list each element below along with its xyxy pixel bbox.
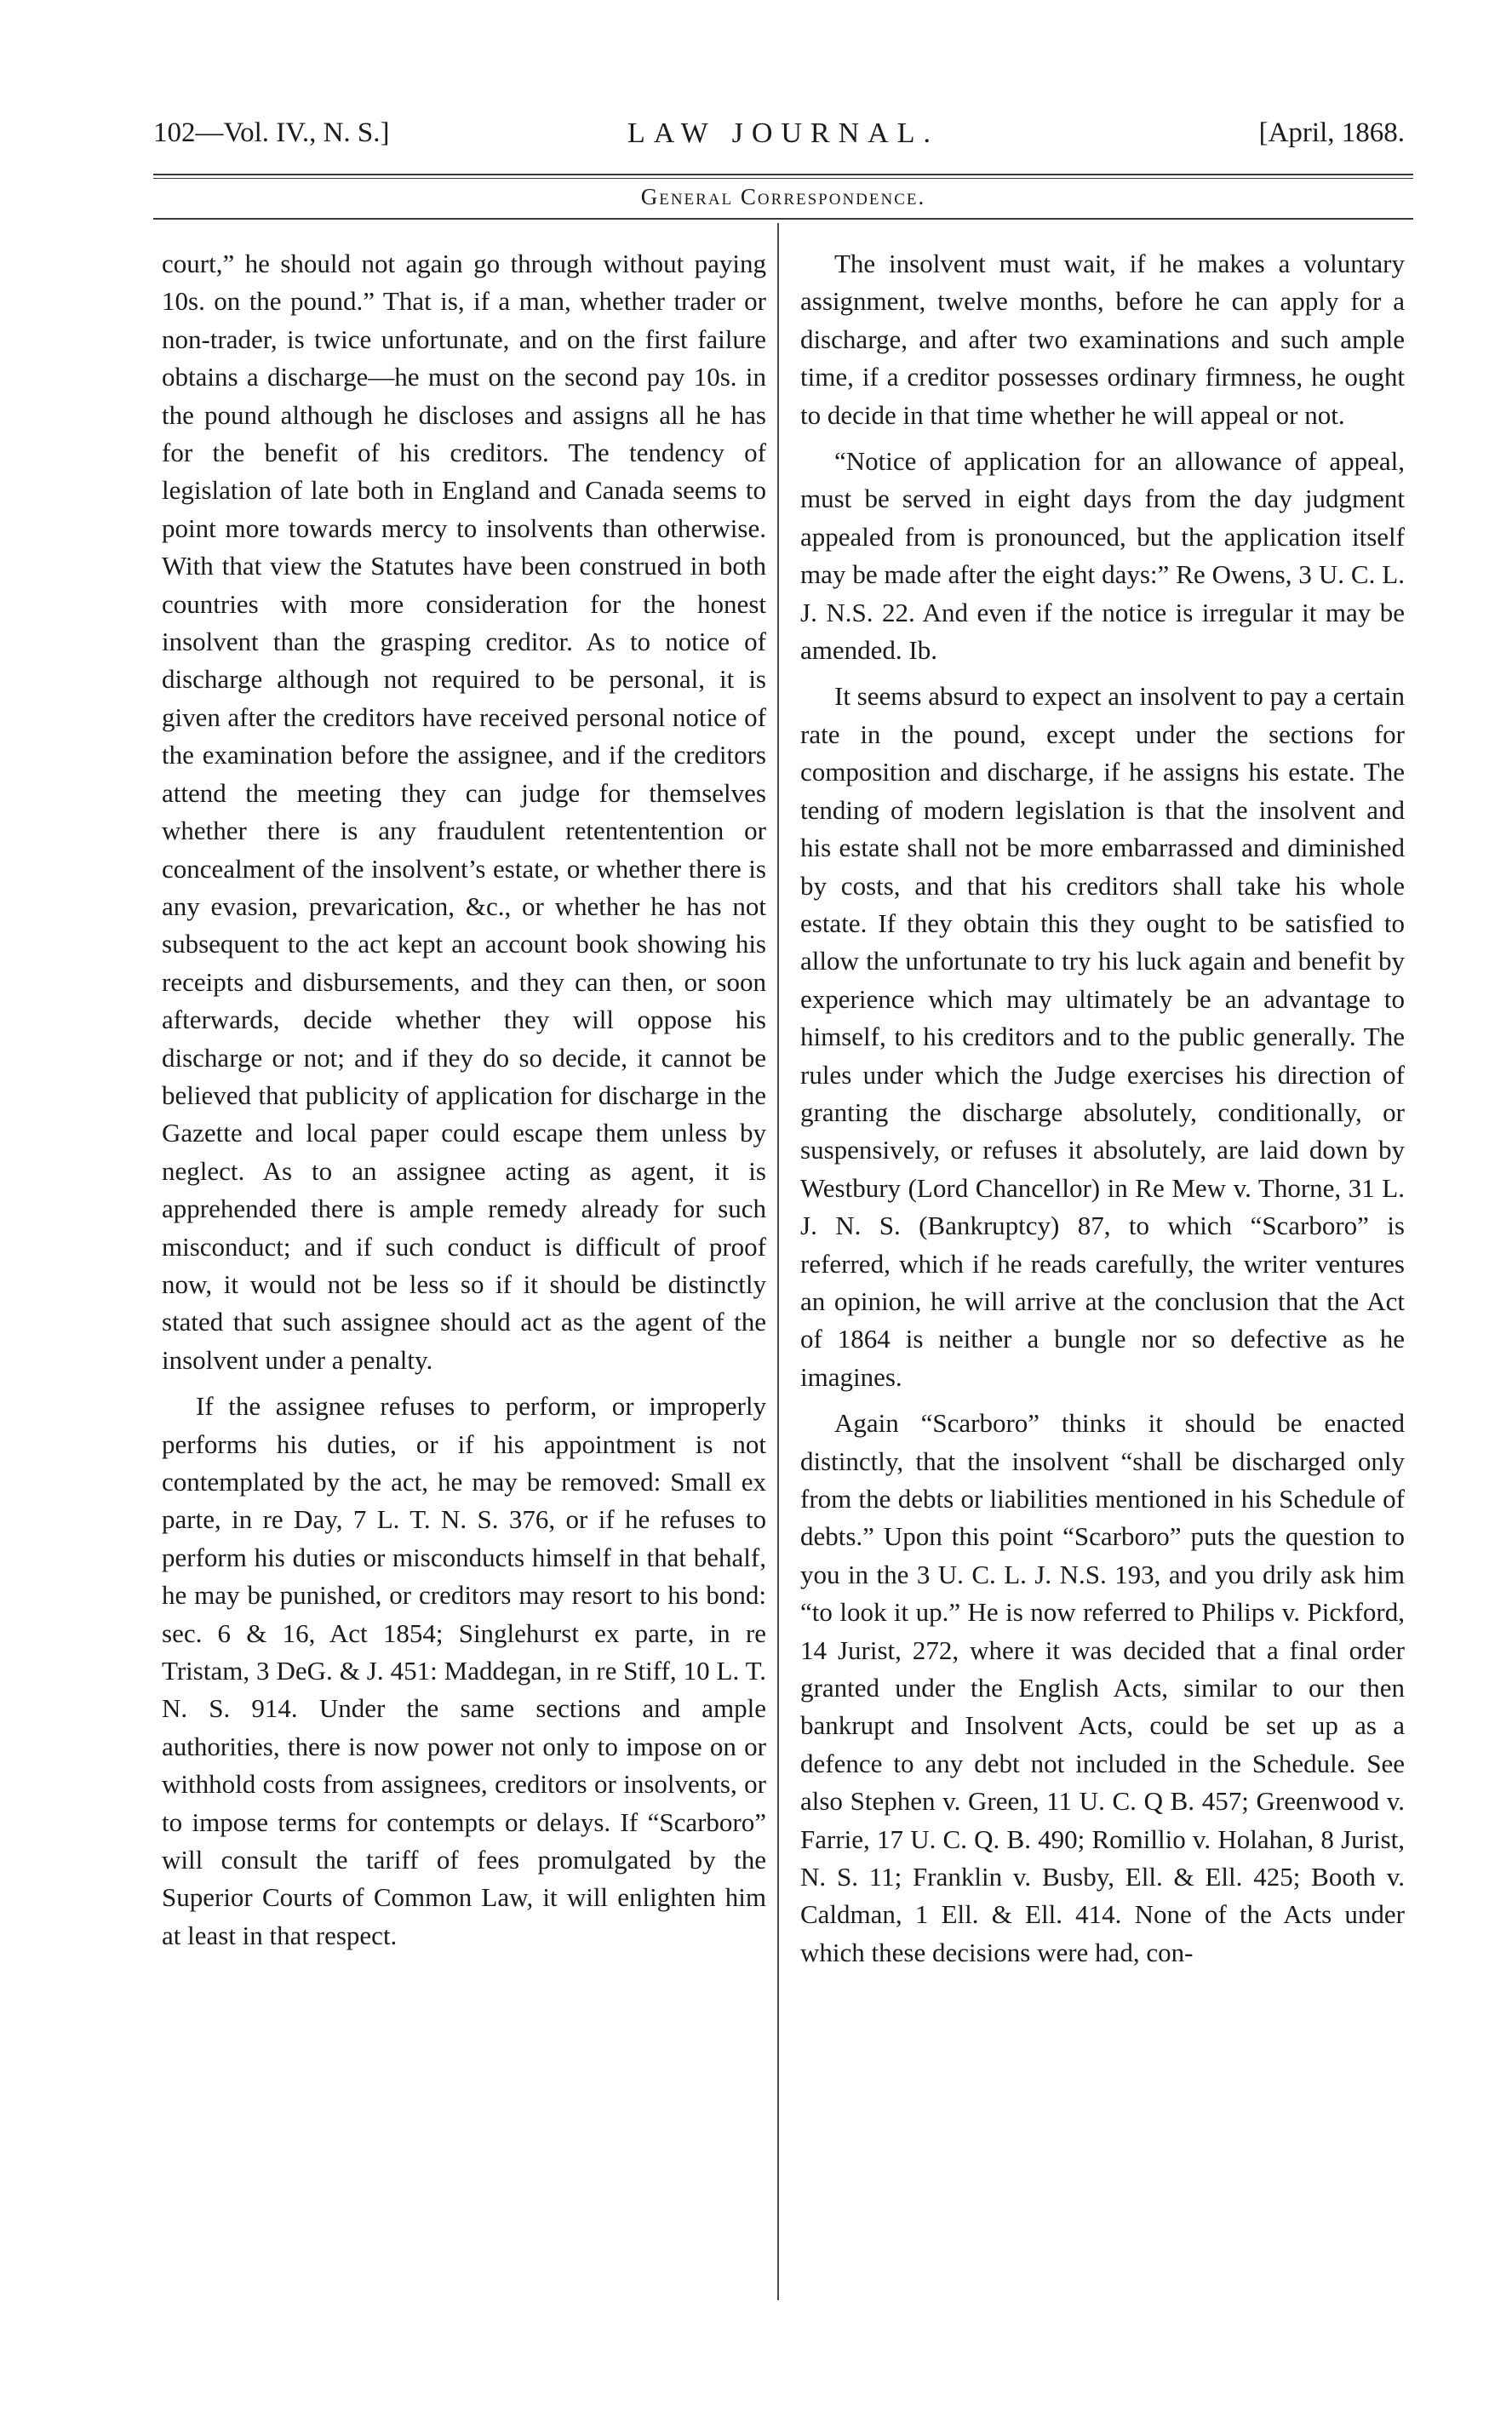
right-column (800, 245, 1405, 1972)
right-paragraph-4: Again “Scarboro” thinks it should be enacted distinctly, that the insolvent “shall be discharged only from the debts or liabilities mentioned in his Schedule of debts.” Upon this point “Scarboro” puts the question to you in the 3 U. C. L. J. N.S. 193, and you drily ask him “to look it up.” He is now referred to Philips v. Pickford, 14 Jurist, 272, where it was decided that a final order granted under the English Acts, similar to our then bankrupt and Insolvent Acts, could be set up as a defence to any debt not included in the Schedule. See also Stephen v. Green, 11 U. C. Q B. 457; Greenwood v. Farrie, 17 U. C. Q. B. 490; Romillio v. Holahan, 8 Jurist, N. S. 11; Franklin v. Busby, Ell. & Ell. 425; Booth v. Caldman, 1 Ell. & Ell. 414. None of the Acts under which these decisions were had, con- (800, 1408, 1405, 1967)
left-paragraph-1: court,” he should not again go through without paying 10s. on the pound.” That is, if a man, whether trader or non-trader, is twice unfortunate, and on the first failure obtains a discharge—he must on the second pay 10s. in the pound although he discloses and assigns all he has for the benefit of his creditors. The tendency of legislation of late both in England and Canada seems to point more towards mercy to insolvents than otherwise. With that view the Statutes have been construed in both countries with more consideration for the honest insolvent than the grasping creditor. As to notice of discharge although not required to be personal, it is given after the creditors have received personal notice of the examination before the assignee, and if the creditors attend the meeting they can judge for themselves whether there is any fraudulent retententention or concealment of the insolvent’s estate, or whether there is any evasion, prevarication, &c., or whether he has not subsequent to the act kept an account book showing his receipts and disbursements, and they can then, or soon afterwards, decide whether they will oppose his discharge or not; and if they do so decide, it cannot be believed that publicity of application for discharge in the Gazette and local paper could escape them unless by neglect. As to an assignee acting as agent, it is apprehended there is ample remedy already for such misconduct; and if such conduct is difficult of proof now, it would not be less so if it should be distinctly stated that such assignee should act as the agent of the insolvent under a penalty. (162, 249, 766, 1375)
right-paragraph-2: “Notice of application for an allowance of appeal, must be served in eight days from the day judgment appealed from is pronounced, but the application itself may be made after the eight days:” Re Owens, 3 U. C. L. J. N.S. 22. And even if the notice is irregular it may be amended. Ib. (800, 446, 1405, 666)
right-paragraph-1: The insolvent must wait, if he makes a voluntary assignment, twelve months, before he can apply for a discharge, and after two examinations and such ample time, if a creditor possesses ordinary firmness, he ought to decide in that time whether he will appeal or not. (800, 249, 1405, 430)
page-volume-info: 102—Vol. IV., N. S.] (153, 117, 390, 148)
left-paragraph-2: If the assignee refuses to perform, or improperly performs his duties, or if his appointment is not contemplated by the act, he may be removed: Small ex parte, in re Day, 7 L. T. N. S. 376, or if he refuses to perform his duties or misconducts himself in that behalf, he may be punished, or creditors may resort to his bond: sec. 6 & 16, Act 1854; Singlehurst ex parte, in re Tristam, 3 DeG. & J. 451: Maddegan, in re Stiff, 10 L. T. N. S. 914. Under the same sections and ample authorities, there is now power not only to impose on or withhold costs from assignees, creditors or insolvents, or to impose terms for contempts or delays. If “Scarboro” will consult the tariff of fees promulgated by the Superior Courts of Common Law, it will enlighten him at least in that respect. (162, 1391, 766, 1950)
header-rule-top (153, 174, 1413, 175)
right-paragraph-3: It seems absurd to expect an insolvent to pay a certain rate in the pound, except under the sections for composition and discharge, if he assigns his estate. The tending of modern legislation is that the insolvent and his estate shall not be more embarrassed and diminished by costs, and that his creditors shall take his whole estate. If they obtain this they ought to be satisfied to allow the unfortunate to try his luck again and benefit by experience which may ultimately be an advantage to himself, to his creditors and to the public generally. The rules under which the Judge exercises his direction of granting the discharge absolutely, conditionally, or suspensively, or refuses it absolutely, are laid down by Westbury (Lord Chancellor) in Re Mew v. Thorne, 31 L. J. N. S. (Bankruptcy) 87, to which “Scarboro” is referred, which if he reads carefully, the writer ventures an opinion, he will arrive at the conclusion that the Act of 1864 is neither a bungle nor so defective as he imagines. (800, 681, 1405, 1392)
section-title: General Correspondence. (640, 184, 926, 209)
section-rule (153, 218, 1413, 220)
issue-date: [April, 1868. (1258, 117, 1405, 148)
column-divider (777, 223, 779, 2300)
header-rule-double (153, 178, 1413, 179)
left-column (162, 245, 766, 1955)
running-header (153, 117, 1413, 169)
journal-title: LAW JOURNAL. (627, 117, 939, 149)
